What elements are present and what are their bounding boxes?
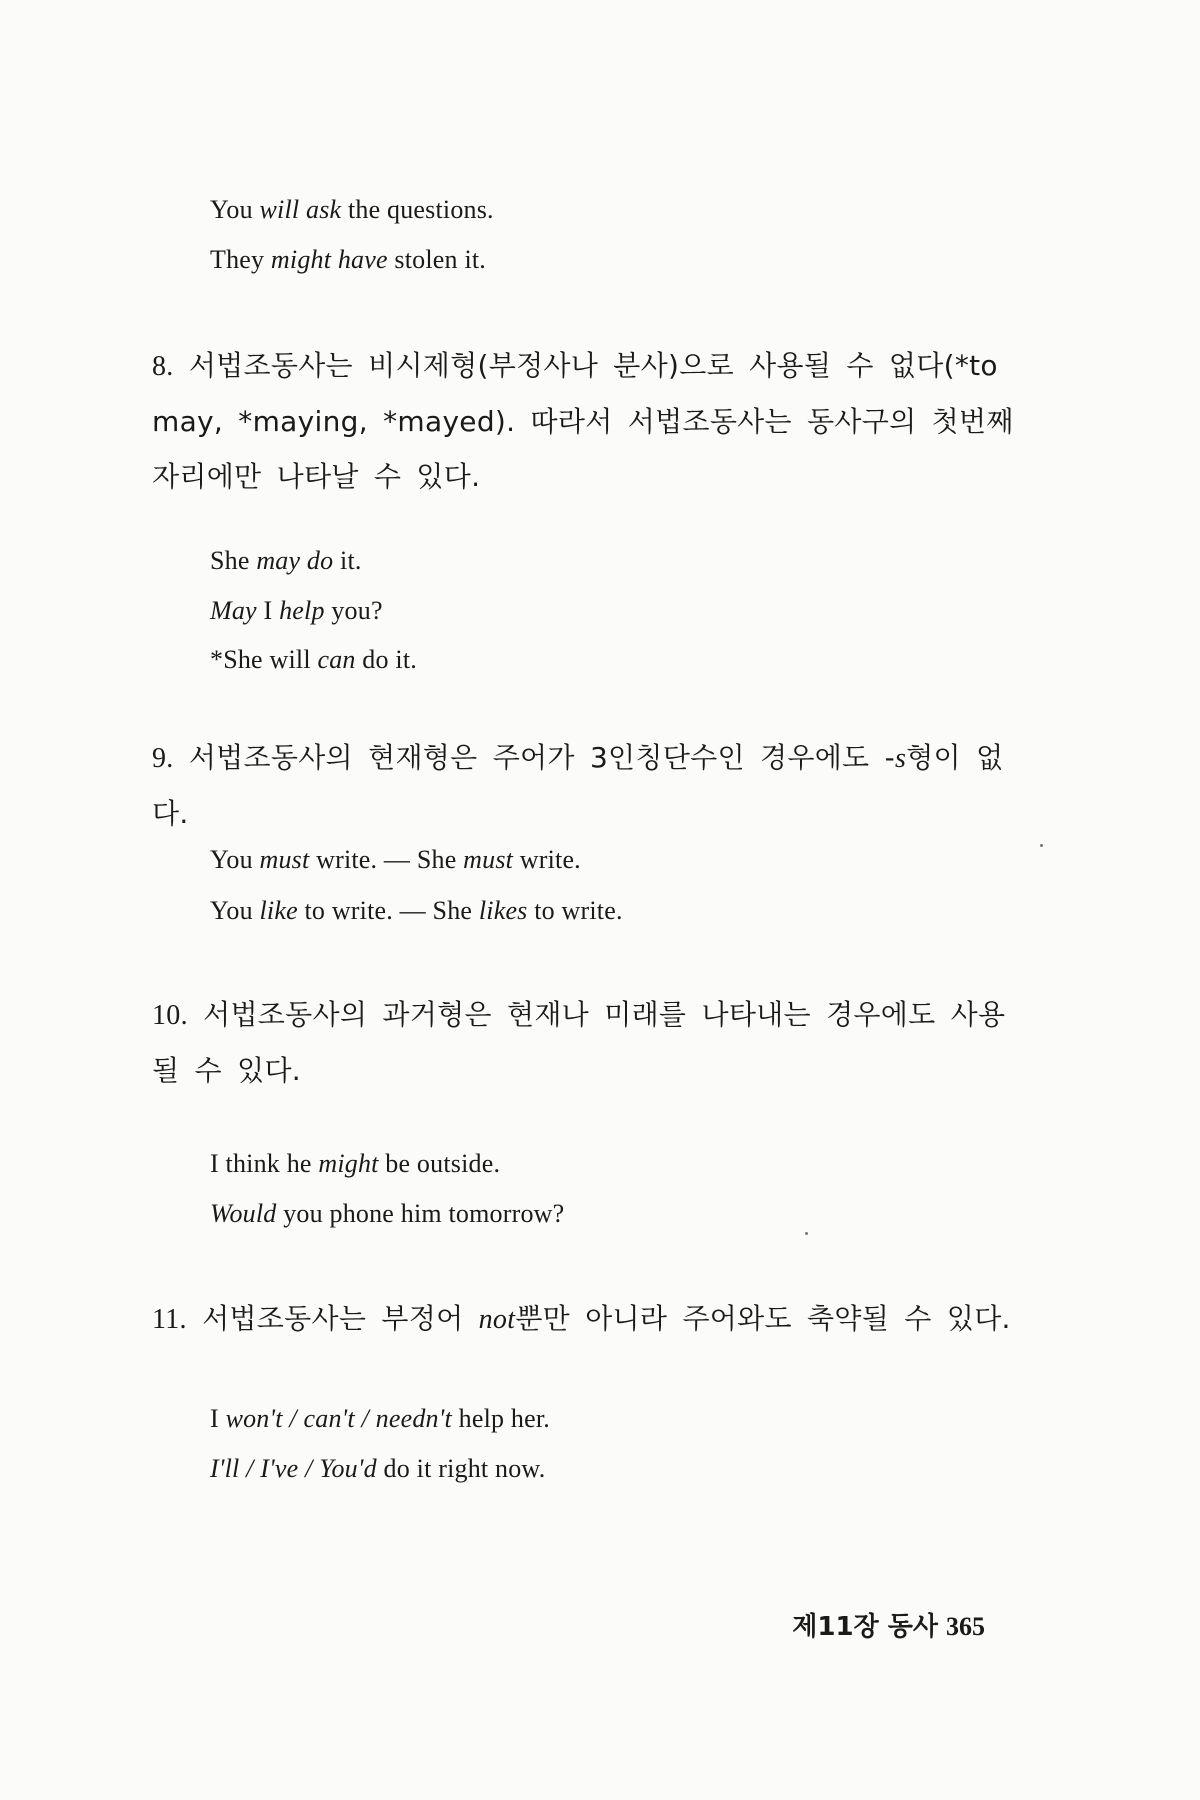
rule-italic-text: not [478,1304,516,1335]
rule-italic-text: s [895,743,907,774]
text-segment: to write. — She [297,896,479,925]
italic-segment: like [259,896,298,925]
italic-segment: can [317,645,356,674]
text-segment: I [210,1404,226,1433]
rule-text: 서법조동사의 과거형은 현재나 미래를 나타내는 경우에도 사용될 수 있다. [152,998,1006,1087]
text-segment: do it right now. [376,1454,546,1483]
italic-segment: help [279,596,325,625]
text-segment: do it. [355,645,417,674]
example-sentence [210,1148,500,1180]
text-segment: you? [324,596,383,625]
rule-number: 10. [152,1000,188,1031]
text-segment: *She will [210,645,318,674]
text-segment: the questions. [341,195,494,224]
text-segment: be outside. [378,1149,501,1178]
rule-text: 뿐만 아니라 주어와도 축약될 수 있다. [515,1302,1011,1335]
rule-text: 형이 없다. [152,741,1004,830]
rule-9-paragraph [152,730,1032,841]
italic-segment: Would [210,1199,277,1228]
text-segment: you phone him tomorrow? [276,1199,565,1228]
italic-segment: will ask [259,195,342,224]
text-segment: You [210,896,260,925]
text-segment: help her. [451,1404,550,1433]
scan-speck [1040,844,1043,847]
example-sentence [210,1403,550,1435]
text-segment: You [210,845,260,874]
rule-11-paragraph [152,1291,1032,1347]
rule-8-paragraph [152,338,1032,504]
example-sentence [210,194,494,226]
example-sentence [210,1198,564,1230]
example-sentence [210,844,581,876]
text-segment: She [210,546,257,575]
italic-segment: must [463,845,514,874]
text-segment: it. [333,546,362,575]
rule-text: 서법조동사의 현재형은 주어가 3인칭단수인 경우에도 - [188,741,895,774]
text-segment: I think he [210,1149,319,1178]
text-segment: You [210,195,260,224]
rule-10-paragraph [152,987,1032,1098]
rule-number: 11. [152,1304,187,1335]
chapter-title: 제11장 동사 [792,1612,938,1642]
text-segment: I [256,596,280,625]
rule-number: 9. [152,743,174,774]
example-sentence [210,244,486,276]
text-segment: They [210,245,271,274]
rule-number: 8. [152,351,174,382]
italic-segment: might [318,1149,379,1178]
text-segment: write. — She [309,845,464,874]
page-number: 365 [946,1612,985,1641]
scan-speck [805,1232,808,1235]
example-sentence [210,644,417,676]
italic-segment: likes [478,896,528,925]
text-segment: write. [513,845,581,874]
rule-text: 서법조동사는 부정어 [202,1302,479,1335]
italic-segment: must [259,845,310,874]
rule-text: 서법조동사는 비시제형(부정사나 분사)으로 사용될 수 없다(*to may, *maying, *mayed). 따라서 서법조동사는 동사구의 첫번째 자리에만 나타날 수 있다. [152,349,1014,493]
italic-segment: May [210,596,257,625]
italic-segment: I'll / I've / You'd [210,1454,377,1483]
example-sentence [210,1453,545,1485]
italic-segment: won't / can't / needn't [225,1404,452,1433]
example-sentence [210,895,623,927]
italic-segment: may do [256,546,334,575]
italic-segment: might have [270,245,388,274]
example-sentence [210,595,383,627]
example-sentence [210,545,362,577]
text-segment: to write. [527,896,623,925]
page-footer [792,1606,985,1643]
text-segment: stolen it. [387,245,486,274]
